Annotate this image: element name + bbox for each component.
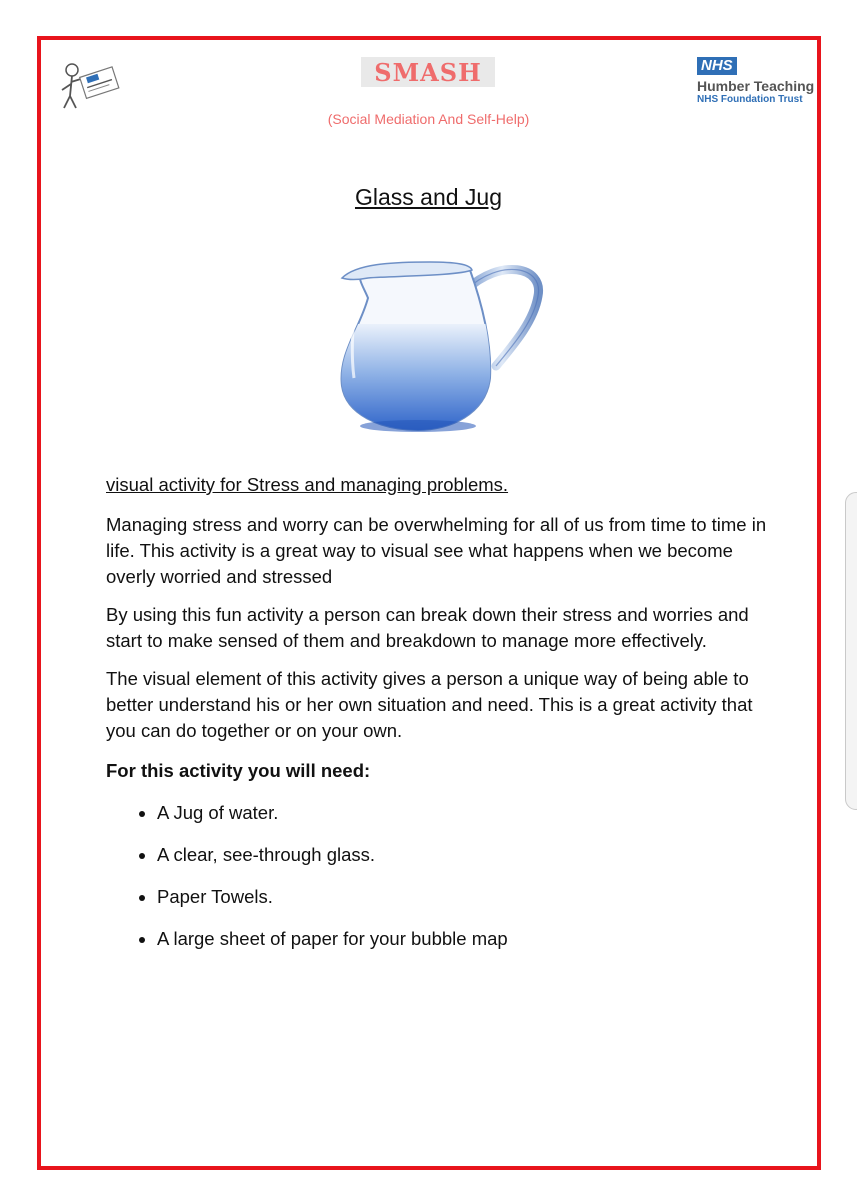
- smash-subtitle: (Social Mediation And Self-Help): [327, 111, 530, 127]
- paragraph: Managing stress and worry can be overwhelming for all of us from time to time in life. This activity is a great way to visual see what happens when we become overly worried and stressed: [106, 514, 767, 587]
- nhs-figure-logo-icon: [58, 62, 120, 110]
- nhs-badge: NHS: [697, 57, 737, 75]
- scroll-handle[interactable]: [845, 492, 857, 810]
- nhs-trust-name: Humber Teaching: [697, 78, 815, 94]
- water-jug-icon: [330, 258, 546, 434]
- nhs-trust-subtitle: NHS Foundation Trust: [697, 94, 803, 105]
- paragraph: The visual element of this activity gives a person a unique way of being able to better understand his or her own situation and need. This is a great activity that you can do together or on your own.: [106, 668, 753, 741]
- materials-heading: For this activity you will need:: [106, 760, 371, 781]
- activity-subtitle: visual activity for Stress and managing problems.: [106, 474, 509, 495]
- nhs-logo: [697, 57, 827, 106]
- list-item: • A clear, see-through glass.: [157, 842, 786, 868]
- list-item: • A Jug of water.: [157, 800, 786, 826]
- smash-logo: SMASH: [361, 57, 495, 87]
- paragraph: By using this fun activity a person can break down their stress and worries and start to make sensed of them and breakdown to manage more effectively.: [106, 604, 749, 651]
- list-item: • A large sheet of paper for your bubble map: [157, 926, 786, 952]
- activity-content: [106, 472, 786, 968]
- materials-list: [106, 800, 786, 952]
- list-item: • Paper Towels.: [157, 884, 786, 910]
- page-title: Glass and Jug: [354, 184, 503, 210]
